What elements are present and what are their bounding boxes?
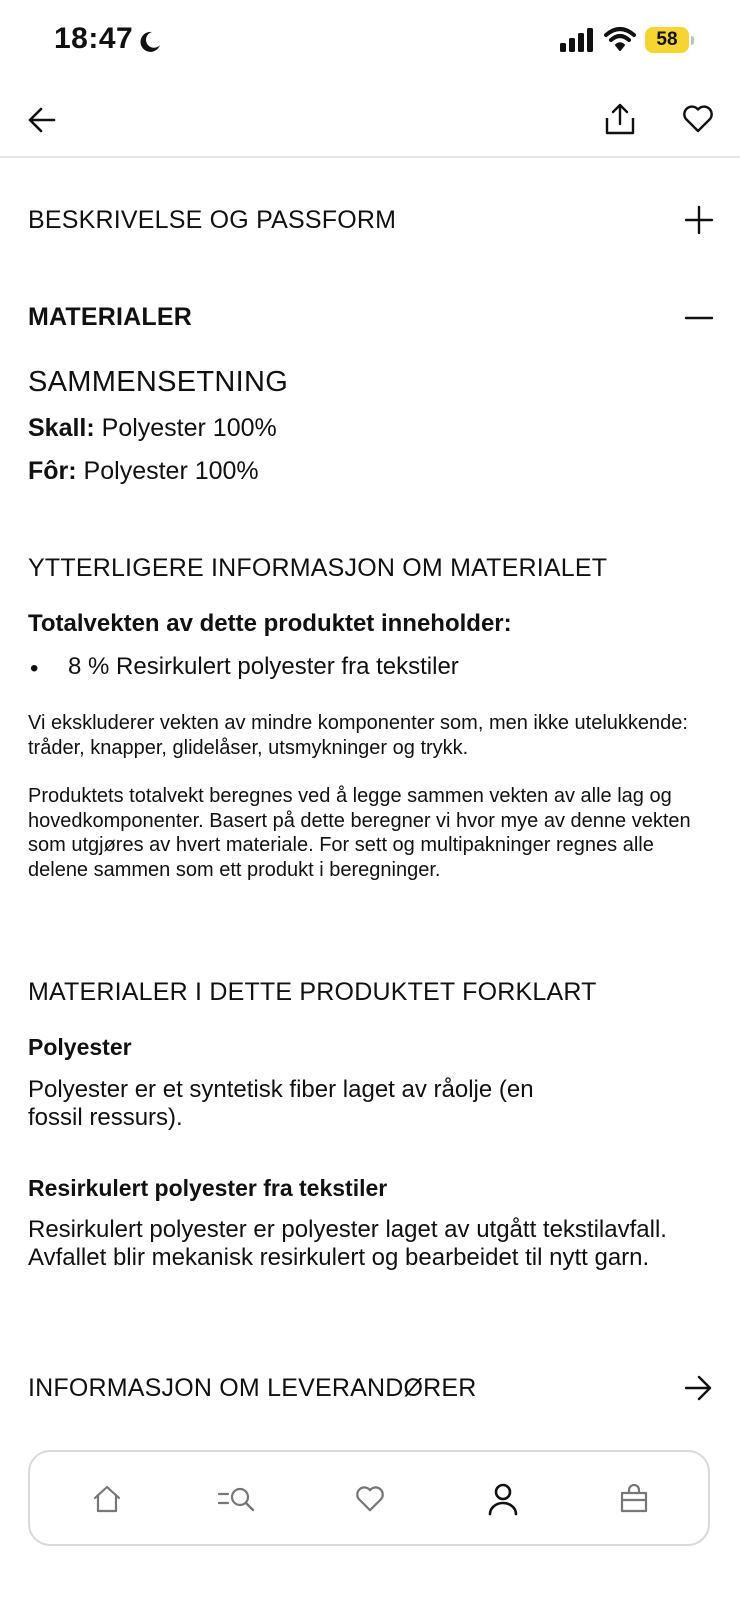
status-time: 18:47 — [54, 22, 134, 55]
composition-heading: SAMMENSETNING — [28, 366, 289, 398]
additional-info-subheading: Totalvekten av dette produktet inneholder: — [28, 610, 512, 637]
battery-level: 58 — [656, 29, 678, 50]
materials-accordion-title[interactable]: MATERIALER — [28, 303, 193, 331]
material-title: Polyester — [28, 1034, 132, 1060]
account-icon[interactable] — [487, 1482, 519, 1516]
plus-icon[interactable] — [684, 205, 714, 235]
weight-calculation-paragraph: Produktets totalvekt beregnes ved å legge sammen vekten av alle lag og hovedkomponenter. Basert på dette beregner vi hvor mye av denne vekten som utgjøres av hvert materiale. For sett og multipakninger regnes alle delene sammen som ett produkt i beregninger. — [28, 785, 691, 881]
description-accordion-title[interactable]: BESKRIVELSE OG PASSFORM — [28, 206, 397, 234]
search-icon[interactable] — [218, 1484, 258, 1514]
additional-info-heading: YTTERLIGERE INFORMASJON OM MATERIALET — [28, 554, 608, 582]
nav-divider — [0, 156, 740, 158]
minus-icon[interactable] — [684, 303, 714, 333]
shell-value: Polyester 100% — [94, 414, 277, 442]
material-description: Resirkulert polyester er polyester laget av utgått tekstilavfall. Avfallet blir mekanisk resirkulert og bearbeidet til nytt garn. — [28, 1216, 667, 1271]
lining-value: Polyester 100% — [76, 457, 259, 485]
lining-label: Fôr: — [28, 457, 77, 485]
moon-icon — [138, 30, 162, 54]
material-title: Resirkulert polyester fra tekstiler — [28, 1175, 388, 1201]
materials-explained-heading: MATERIALER I DETTE PRODUKTET FORKLART — [28, 978, 597, 1006]
battery-cap — [691, 36, 694, 45]
shell-label: Skall: — [28, 414, 95, 442]
bullet-marker: • — [30, 655, 39, 682]
material-description: Polyester er et syntetisk fiber laget av råolje (en fossil ressurs). — [28, 1076, 534, 1131]
share-icon[interactable] — [604, 102, 636, 136]
wifi-icon — [604, 26, 636, 52]
recycled-share-bullet: 8 % Resirkulert polyester fra tekstiler — [68, 653, 459, 680]
heart-icon[interactable] — [682, 104, 714, 134]
suppliers-link-title[interactable]: INFORMASJON OM LEVERANDØRER — [28, 1374, 477, 1402]
exclusion-paragraph: Vi ekskluderer vekten av mindre komponenter som, men ikke utelukkende: tråder, knapper, glidelåser, utsmykninger og trykk. — [28, 712, 688, 759]
shell-composition — [28, 414, 277, 443]
favorites-icon[interactable] — [355, 1485, 385, 1513]
bag-icon[interactable] — [619, 1484, 649, 1514]
lining-composition — [28, 457, 259, 486]
arrow-right-icon[interactable] — [682, 1372, 714, 1404]
back-arrow-icon[interactable] — [26, 104, 58, 136]
home-icon[interactable] — [92, 1484, 122, 1514]
battery-icon — [645, 27, 689, 53]
signal-icon — [560, 28, 596, 52]
